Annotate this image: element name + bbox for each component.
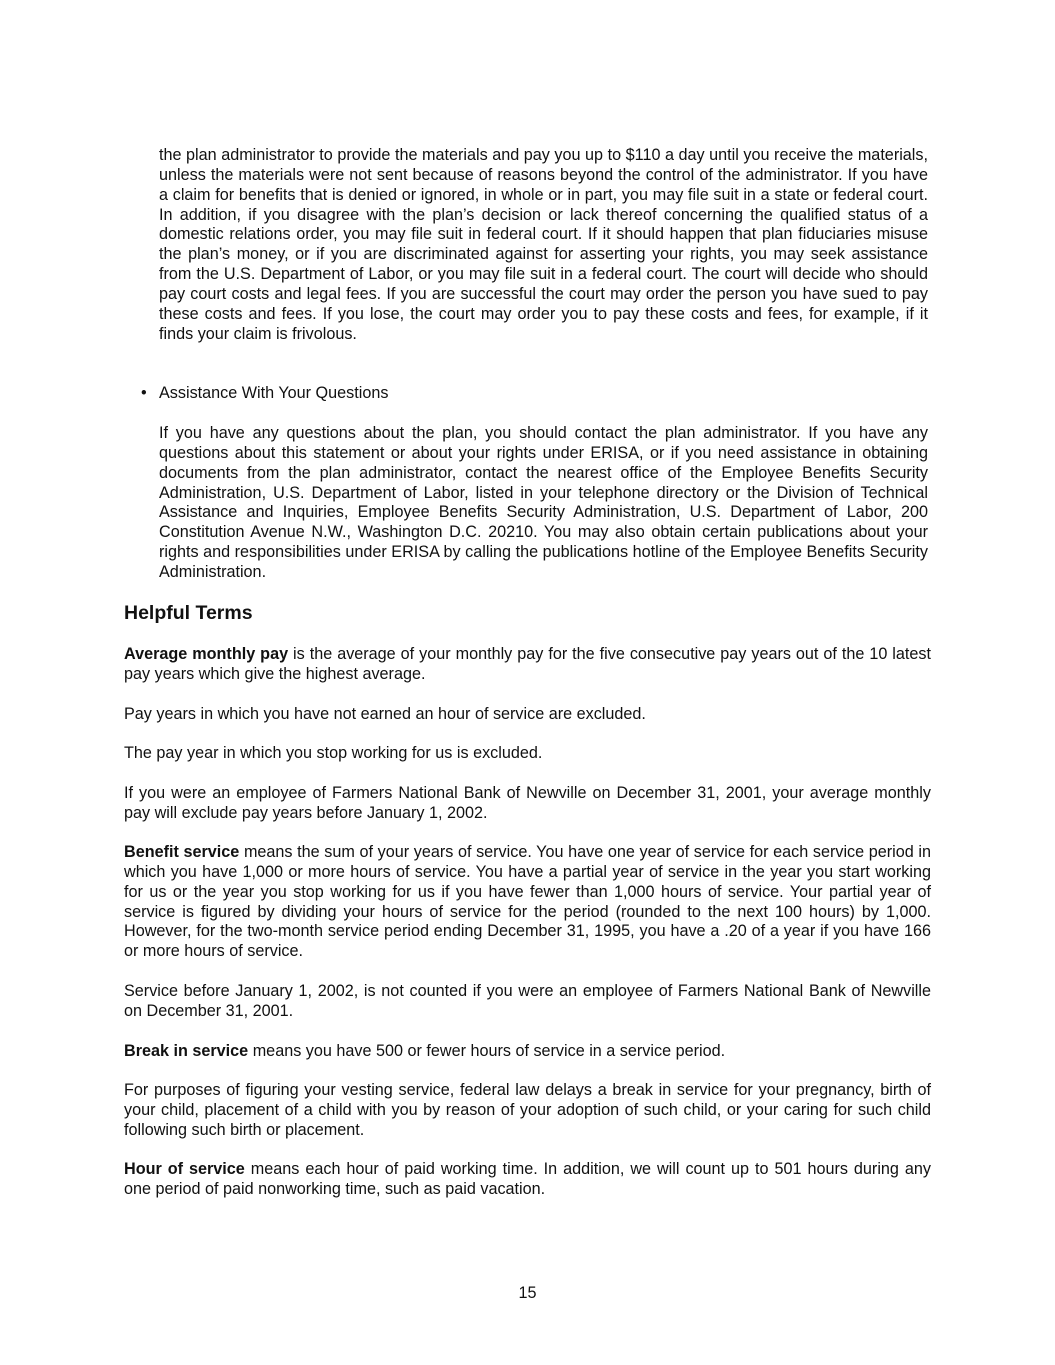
hour-of-service-term: Hour of service xyxy=(124,1160,245,1178)
benefit-service-note-1: Service before January 1, 2002, is not counted if you were an employee of Farmers National Bank of Newville on December 31, 2001. xyxy=(124,982,931,1020)
average-monthly-pay-definition xyxy=(124,645,931,685)
average-pay-note-1: Pay years in which you have not earned an hour of service are excluded. xyxy=(124,705,646,723)
break-in-service-term: Break in service xyxy=(124,1042,249,1060)
bullet-marker: • xyxy=(141,384,147,402)
average-pay-note-3: If you were an employee of Farmers National Bank of Newville on December 31, 2001, your average monthly pay will exclude pay years before January 1, 2002. xyxy=(124,784,931,822)
assistance-bullet-title: Assistance With Your Questions xyxy=(159,384,389,402)
break-in-service-definition xyxy=(124,1042,931,1062)
benefit-service-definition xyxy=(124,843,931,962)
benefit-service-term: Benefit service xyxy=(124,843,240,861)
helpful-terms-heading: Helpful Terms xyxy=(124,602,253,624)
erisa-rights-continued-paragraph: the plan administrator to provide the materials and pay you up to $110 a day until you receive the materials, unless the materials were not sent because of reasons beyond the control of the administrator. If you have a claim for benefits that is denied or ignored, in whole or in part, you may file suit in a state or federal court. In addition, if you disagree with the plan’s decision or lack thereof concerning the qualified status of a domestic relations order, you may file suit in federal court. If it should happen that plan fiduciaries misuse the plan’s money, or if you are discriminated against for asserting your rights, you may seek assistance from the U.S. Department of Labor, or you may file suit in a federal court. The court will decide who should pay court costs and legal fees. If you are successful the court may order the person you have sued to pay these costs and fees. If you lose, the court may order you to pay these costs and fees, for example, if it finds your claim is frivolous. xyxy=(159,146,928,343)
break-in-service-text: means you have 500 or fewer hours of service in a service period. xyxy=(248,1042,726,1060)
average-monthly-pay-term: Average monthly pay xyxy=(124,645,289,663)
average-pay-note-2: The pay year in which you stop working for us is excluded. xyxy=(124,744,543,762)
page-number: 15 xyxy=(518,1284,537,1302)
hour-of-service-text: means each hour of paid working time. In addition, we will count up to 501 hours during any one period of paid nonworking time, such as paid vacation. xyxy=(124,1160,931,1198)
assistance-paragraph: If you have any questions about the plan, you should contact the plan administrator. If you have any questions about this statement or about your rights under ERISA, or if you need assistance in obtaining documents from the plan administrator, contact the nearest office of the Employee Benefits Security Administration, U.S. Department of Labor, listed in your telephone directory or the Division of Technical Assistance and Inquiries, Employee Benefits Security Administration, U.S. Department of Labor, 200 Constitution Avenue N.W., Washington D.C. 20210. You may also obtain certain publications about your rights and responsibilities under ERISA by calling the publications hotline of the Employee Benefits Security Administration. xyxy=(159,424,928,581)
hour-of-service-definition xyxy=(124,1160,931,1200)
break-in-service-note-1: For purposes of figuring your vesting service, federal law delays a break in service for your pregnancy, birth of your child, placement of a child with you by reason of your adoption of such child, or your caring for such child following such birth or placement. xyxy=(124,1081,931,1139)
benefit-service-text: means the sum of your years of service. You have one year of service for each service period in which you have 1,000 or more hours of service. You have a partial year of service in the year you start working for us or the year you stop working for us if you have fewer than 1,000 hours of service. Your partial year of service is figured by dividing your hours of service for the period (rounded to the next 100 hours) by 1,000. However, for the two-month service period ending December 31, 1995, you have a .20 of a year if you have 166 or more hours of service. xyxy=(124,843,932,961)
average-monthly-pay-text: is the average of your monthly pay for the five consecutive pay years out of the 10 latest pay years which give the highest average. xyxy=(124,645,931,683)
